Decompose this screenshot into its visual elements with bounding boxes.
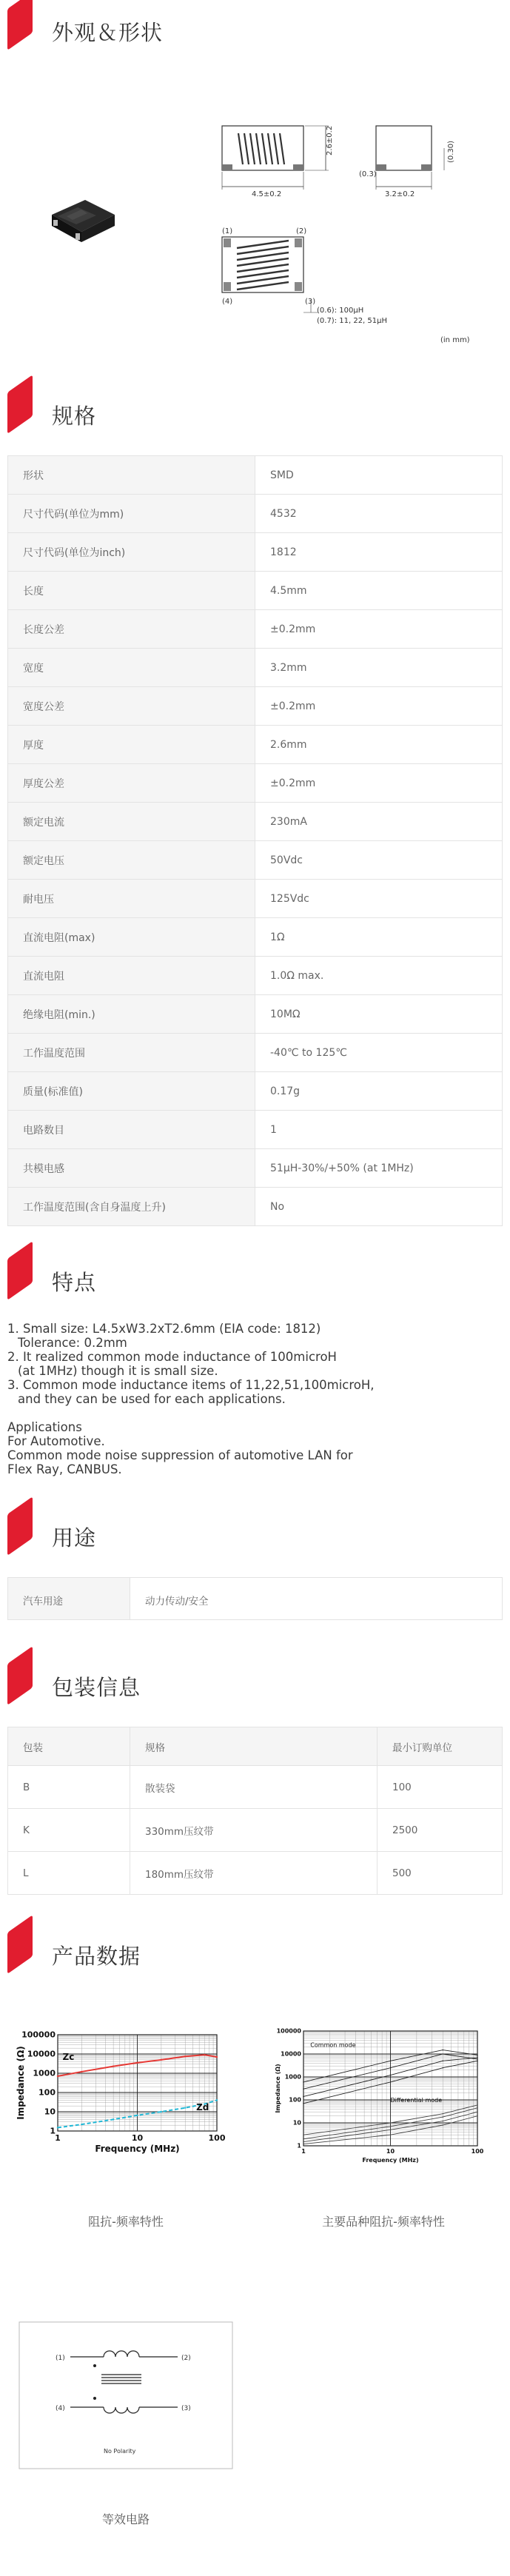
spec-key: 厚度 <box>8 726 255 764</box>
circuit-pin-3: (3) <box>181 2405 191 2412</box>
pin-1-label: (1) <box>222 227 233 235</box>
data-point <box>136 2115 138 2116</box>
side-view <box>376 126 444 190</box>
chart-caption: 等效电路 <box>101 2512 150 2526</box>
spec-row <box>8 764 503 803</box>
data-point <box>390 2067 392 2069</box>
spec-value: 10MΩ <box>255 995 503 1034</box>
feature-line: For Automotive. <box>7 1434 105 1448</box>
chart-caption: 主要品种阻抗-频率特性 <box>322 2215 445 2229</box>
spec-row <box>8 687 503 726</box>
data-point <box>161 2111 162 2112</box>
section-title: 包装信息 <box>52 1675 141 1700</box>
y-tick-label: 100 <box>289 2096 301 2104</box>
data-point <box>442 2121 443 2122</box>
dim-height: 2.6±0.2 <box>326 125 334 155</box>
circuit-pin-4: (4) <box>56 2405 65 2412</box>
dim-note-1: (0.6): 100μH <box>317 307 364 315</box>
data-point <box>303 2138 304 2140</box>
spec-value: 4532 <box>255 495 503 533</box>
spec-row <box>8 1188 503 1226</box>
spec-key: 耐电压 <box>8 880 255 918</box>
spec-table <box>7 455 503 1226</box>
data-point <box>216 2099 218 2101</box>
y-tick-label: 1 <box>50 2126 56 2136</box>
data-point <box>442 2113 443 2115</box>
data-point <box>303 2088 304 2090</box>
section-header-features <box>0 1250 510 1294</box>
spec-value: 125Vdc <box>255 880 503 918</box>
y-tick-label: 1000 <box>284 2073 301 2081</box>
spec-value: 4.5mm <box>255 572 503 610</box>
table-cell: 散装袋 <box>130 1766 378 1809</box>
section-marker <box>7 1241 33 1300</box>
spec-row <box>8 1111 503 1149</box>
section-header-packing <box>0 1655 510 1699</box>
spec-key: 工作温度范围 <box>8 1034 255 1072</box>
data-point <box>57 2075 58 2077</box>
feature-line: Flex Ray, CANBUS. <box>7 1462 122 1476</box>
data-point <box>303 2141 304 2143</box>
y-tick-label: 100000 <box>276 2027 301 2035</box>
data-point <box>477 2115 478 2117</box>
spec-key: 长度公差 <box>8 610 255 649</box>
spec-key: 尺寸代码(单位为mm) <box>8 495 255 533</box>
data-point <box>442 2124 443 2126</box>
section-title: 产品数据 <box>52 1944 141 1969</box>
x-tick-label: 10 <box>131 2133 144 2143</box>
differential-mode-label: Differential mode <box>390 2097 443 2104</box>
spec-key: 绝缘电阻(min.) <box>8 995 255 1034</box>
spec-row <box>8 649 503 687</box>
zc-label: Zc <box>62 2051 75 2062</box>
data-point <box>390 2126 392 2127</box>
spec-value: 1812 <box>255 533 503 572</box>
x-tick-label: 100 <box>208 2133 226 2143</box>
section-marker <box>7 1915 33 1974</box>
section-marker <box>7 0 33 50</box>
data-point <box>477 2107 478 2109</box>
data-point <box>477 2111 478 2112</box>
spec-value: No <box>255 1188 503 1226</box>
data-point <box>161 2059 162 2061</box>
data-point <box>303 2103 304 2104</box>
spec-row <box>8 726 503 764</box>
section-header-spec <box>0 384 510 428</box>
y-tick-label: 100000 <box>21 2030 56 2040</box>
section-title: 规格 <box>52 404 97 429</box>
chart-caption: 阻抗-频率特性 <box>88 2215 164 2229</box>
spec-value: 0.17g <box>255 1072 503 1111</box>
spec-row <box>8 1034 503 1072</box>
table-cell: 2500 <box>378 1809 503 1852</box>
usage-value: 动力传动/安全 <box>145 1596 209 1608</box>
table-header-row <box>8 1727 503 1766</box>
table-row <box>8 1809 503 1852</box>
y-tick-label: 10 <box>292 2119 301 2127</box>
front-view <box>222 126 329 190</box>
impedance-frequency-chart <box>15 2027 237 2175</box>
feature-line: 2. It realized common mode inductance of 100microH <box>7 1350 337 1364</box>
table-cell: 330mm压纹带 <box>130 1809 378 1852</box>
spec-row <box>8 1072 503 1111</box>
pin-2-label: (2) <box>296 227 307 235</box>
section-title: 特点 <box>52 1270 97 1295</box>
dim-width: 3.2±0.2 <box>385 190 415 198</box>
feature-line: (at 1MHz) though it is small size. <box>18 1364 218 1378</box>
data-point <box>477 2057 478 2058</box>
spec-row <box>8 918 503 957</box>
y-axis-label: Impedance (Ω) <box>16 2046 26 2120</box>
section-marker <box>7 1646 33 1705</box>
dim-length: 4.5±0.2 <box>252 190 282 198</box>
spec-key: 电路数目 <box>8 1111 255 1149</box>
data-point <box>136 2062 138 2064</box>
product-photo <box>44 189 118 244</box>
data-point <box>184 2107 186 2108</box>
spec-key: 直流电阻 <box>8 957 255 995</box>
spec-key: 形状 <box>8 456 255 495</box>
x-axis-label: Frequency (MHz) <box>95 2144 180 2154</box>
dim-03: (0.3) <box>359 170 377 178</box>
pin-4-label: (4) <box>222 298 233 306</box>
section-header-product-data <box>0 1924 510 1968</box>
spec-row <box>8 957 503 995</box>
y-tick-label: 10000 <box>281 2050 301 2058</box>
spec-value: 2.6mm <box>255 726 503 764</box>
spec-value: 230mA <box>255 803 503 841</box>
data-point <box>303 2096 304 2098</box>
feature-line: and they can be used for each applications. <box>18 1392 286 1406</box>
section-header-appearance <box>0 0 510 44</box>
spec-key: 额定电压 <box>8 841 255 880</box>
spec-value: 3.2mm <box>255 649 503 687</box>
spec-row <box>8 841 503 880</box>
data-point <box>57 2127 58 2128</box>
data-point <box>303 2081 304 2083</box>
data-point <box>81 2071 82 2072</box>
spec-row <box>8 456 503 495</box>
spec-key: 厚度公差 <box>8 764 255 803</box>
spec-key: 宽度 <box>8 649 255 687</box>
data-point <box>390 2134 392 2135</box>
header-cell: 规格 <box>130 1727 378 1766</box>
section-title: 用途 <box>52 1525 97 1550</box>
spec-key: 长度 <box>8 572 255 610</box>
section-marker <box>7 1496 33 1556</box>
section-header-usage <box>0 1505 510 1550</box>
table-cell: 100 <box>378 1766 503 1809</box>
data-point <box>303 2134 304 2135</box>
data-point <box>442 2067 443 2069</box>
spec-value: ±0.2mm <box>255 687 503 726</box>
top-view <box>222 237 303 292</box>
y-axis-label: Impedance (Ω) <box>275 2064 281 2113</box>
common-mode-label: Common mode <box>310 2041 356 2049</box>
zd-label: Zd <box>196 2101 209 2112</box>
table-row <box>8 1852 503 1895</box>
usage-key: 汽车用途 <box>8 1578 130 1619</box>
spec-value: 1Ω <box>255 918 503 957</box>
usage-table <box>7 1577 503 1620</box>
data-point <box>390 2081 392 2083</box>
y-tick-label: 100 <box>38 2087 56 2098</box>
features-text <box>7 1322 422 1476</box>
circuit-pin-1: (1) <box>56 2355 65 2362</box>
section-marker <box>7 375 33 434</box>
equivalent-circuit-diagram <box>19 2321 233 2469</box>
spec-row <box>8 803 503 841</box>
pin-3-label: (3) <box>305 298 316 306</box>
unit-note: (in mm) <box>440 336 470 344</box>
header-cell: 包装 <box>8 1727 130 1766</box>
data-point <box>113 2118 114 2120</box>
dimension-drawing <box>207 118 489 348</box>
data-point <box>390 2075 392 2076</box>
table-cell: K <box>8 1809 130 1852</box>
data-point <box>442 2116 443 2118</box>
dim-note-2: (0.7): 11, 22, 51μH <box>317 317 388 325</box>
spec-key: 质量(标准值) <box>8 1072 255 1111</box>
spec-row <box>8 610 503 649</box>
packing-table <box>7 1727 503 1895</box>
table-cell: 500 <box>378 1852 503 1895</box>
spec-row <box>8 995 503 1034</box>
circuit-pin-2: (2) <box>181 2355 191 2362</box>
spec-value: SMD <box>255 456 503 495</box>
spec-value: 51μH-30%/+50% (at 1MHz) <box>255 1149 503 1188</box>
data-point <box>81 2124 82 2125</box>
data-point <box>477 2058 478 2060</box>
no-polarity-label: No Polarity <box>104 2448 136 2455</box>
table-cell: L <box>8 1852 130 1895</box>
x-tick-label: 100 <box>471 2148 484 2155</box>
y-tick-label: 10 <box>44 2107 56 2117</box>
data-point <box>477 2104 478 2106</box>
feature-line: Applications <box>7 1420 82 1434</box>
x-tick-label: 10 <box>386 2148 395 2155</box>
y-tick-label: 1 <box>297 2142 301 2150</box>
spec-value: 1.0Ω max. <box>255 957 503 995</box>
spec-value: 1 <box>255 1111 503 1149</box>
spec-key: 直流电阻(max) <box>8 918 255 957</box>
data-point <box>113 2065 114 2067</box>
table-cell: 180mm压纹带 <box>130 1852 378 1895</box>
data-point <box>184 2055 186 2057</box>
data-point <box>390 2061 392 2062</box>
data-point <box>442 2053 443 2055</box>
data-point <box>303 2144 304 2145</box>
feature-line: Common mode noise suppression of automotive LAN for <box>7 1448 353 1462</box>
feature-line: Tolerance: 0.2mm <box>18 1336 127 1350</box>
x-tick-label: 1 <box>55 2133 61 2143</box>
feature-line: 1. Small size: L4.5xW3.2xT2.6mm (EIA code: 1812) <box>7 1322 321 1336</box>
data-point <box>442 2061 443 2062</box>
spec-key: 宽度公差 <box>8 687 255 726</box>
table-row <box>8 1766 503 1809</box>
data-point <box>204 2054 205 2055</box>
spec-value: 50Vdc <box>255 841 503 880</box>
dim-030: (0.30) <box>447 140 455 163</box>
spec-key: 尺寸代码(单位为inch) <box>8 533 255 572</box>
x-axis-label: Frequency (MHz) <box>362 2157 419 2164</box>
spec-row <box>8 1149 503 1188</box>
spec-value: -40℃ to 125℃ <box>255 1034 503 1072</box>
spec-key: 额定电流 <box>8 803 255 841</box>
data-point <box>216 2056 218 2058</box>
table-cell: B <box>8 1766 130 1809</box>
spec-key: 工作温度范围(含自身温度上升) <box>8 1188 255 1226</box>
section-title: 外观＆形状 <box>52 20 164 45</box>
y-tick-label: 1000 <box>33 2068 56 2078</box>
spec-row <box>8 572 503 610</box>
feature-line: 3. Common mode inductance items of 11,22,51,100microH, <box>7 1378 375 1392</box>
y-tick-label: 10000 <box>27 2049 56 2059</box>
spec-value: ±0.2mm <box>255 764 503 803</box>
data-point <box>390 2130 392 2131</box>
spec-row <box>8 495 503 533</box>
header-cell: 最小订购单位 <box>378 1727 503 1766</box>
spec-key: 共模电感 <box>8 1149 255 1188</box>
spec-value: ±0.2mm <box>255 610 503 649</box>
spec-row <box>8 880 503 918</box>
main-items-impedance-chart <box>272 2027 494 2175</box>
data-point <box>477 2061 478 2062</box>
data-point <box>390 2122 392 2124</box>
data-point <box>442 2050 443 2051</box>
x-tick-label: 1 <box>301 2148 306 2155</box>
data-point <box>477 2055 478 2056</box>
spec-row <box>8 533 503 572</box>
